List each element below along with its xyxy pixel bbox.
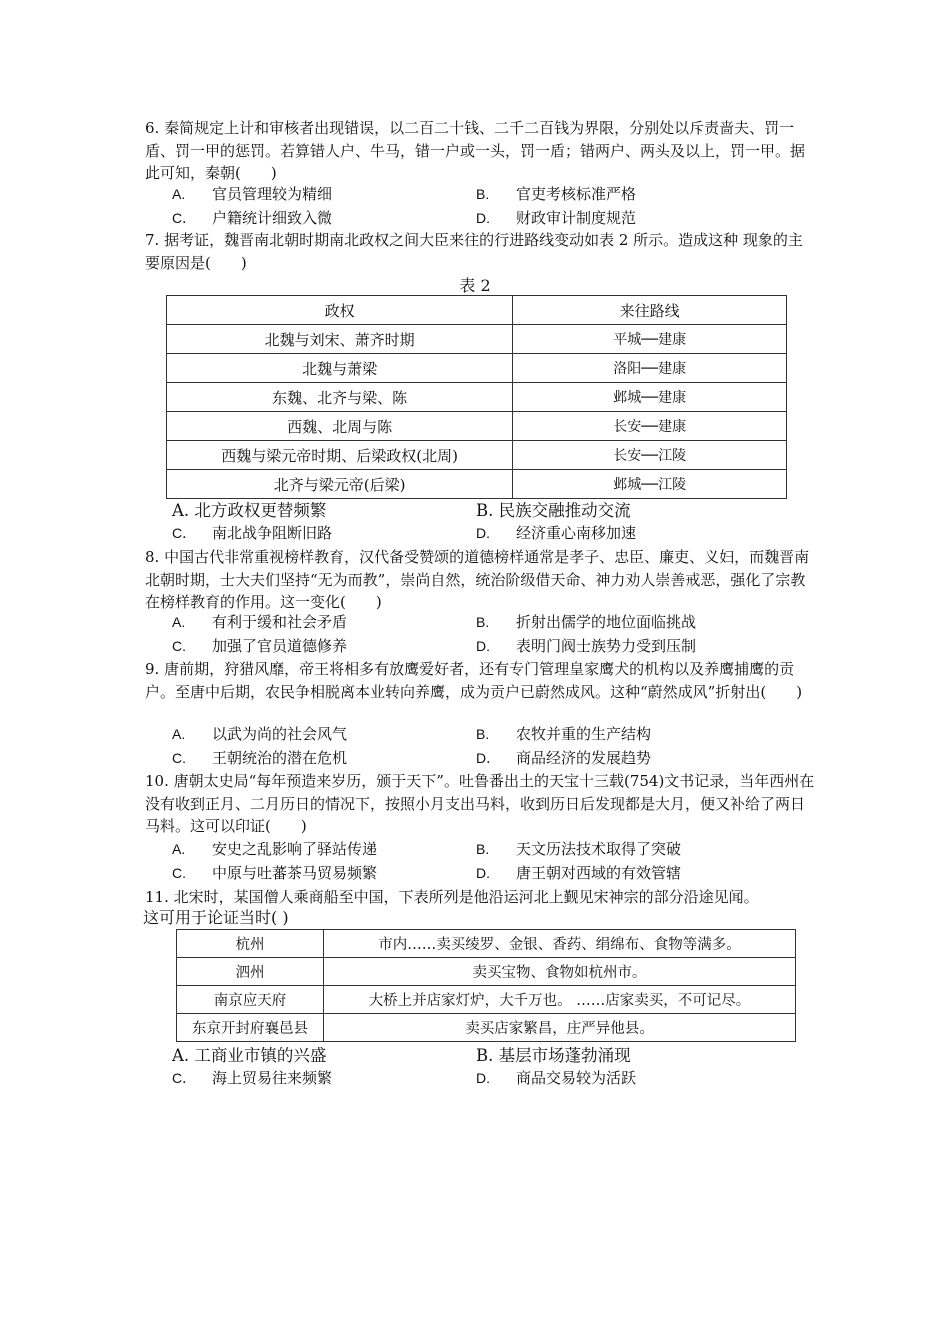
option-a[interactable]: A. 工商业市镇的兴盛 [172,1046,327,1065]
option-b[interactable]: B. 天文历法技术取得了突破 [476,840,682,858]
table-cell: 杭州 [177,930,324,958]
table-cell: 西魏、北周与陈 [167,412,513,441]
question-7-stem: 7. 据考证，魏晋南北朝时期南北政权之间大臣来往的行进路线变动如表 2 所示。造成这种 现象的主要原因是( ) [145,231,803,272]
table-row [177,930,796,958]
option-d[interactable]: D. 商品交易较为活跃 [476,1069,637,1087]
route-table [166,295,787,499]
table-cell: 泗州 [177,958,324,986]
option-a[interactable]: A. 北方政权更替频繁 [172,501,327,520]
question-6-options [172,183,812,229]
table-cell: 大桥上并店家灯炉，大千万也。 ……店家卖买，不可记尽。 [324,986,796,1014]
table-cell: 邺城──建康 [513,383,787,412]
table-cell: 长安──建康 [513,412,787,441]
table-row [167,412,787,441]
table-cell: 卖买店家繁昌，庄严异他县。 [324,1014,796,1042]
option-b[interactable]: B. 农牧并重的生产结构 [476,725,652,743]
option-d[interactable]: D． 商品经济的发展趋势 [476,749,652,767]
option-c[interactable]: C． 海上贸易往来频繁 [172,1069,333,1087]
question-8-stem: 8. 中国古代非常重视榜样教育，汉代备受赞颂的道德榜样通常是孝子、忠臣、廉吏、义妇，而魏晋南北朝时期，士大夫们坚持“无为而教”，崇尚自然，统治阶级借天命、神力劝人崇善戒恶，强化了宗教在榜样教育的作用。这一变化( ) [145,548,810,611]
table-cell: 南京应天府 [177,986,324,1014]
option-a[interactable]: A. 官员管理较为精细 [172,185,333,203]
table-row [177,986,796,1014]
question-7-options [172,500,812,544]
option-b[interactable]: B. 官吏考核标准严格 [476,185,637,203]
option-c[interactable]: C． 南北战争阻断旧路 [172,524,333,542]
question-10-options [172,838,812,884]
option-a[interactable]: A. 有利于缓和社会矛盾 [172,613,348,631]
table-row [167,354,787,383]
option-b[interactable]: B. 民族交融推动交流 [476,501,631,520]
table-cell: 北魏与刘宋、萧齐时期 [167,325,513,354]
table-row [167,325,787,354]
question-10-stem: 10. 唐朝太史局“每年预造来岁历，颁于天下”。吐鲁番出土的天宝十三载(754)文书记录，当年西州在没有收到正月、二月历日的情况下，按照小月支出马料，收到历日后发现都是大月，便又补给了两日马料。这可以印证( ) [145,772,815,835]
question-6-stem: 6. 秦简规定上计和审核者出现错误，以二百二十钱、二千二百钱为界限，分别处以斥责啬夫、罚一盾、罚一甲的惩罚。若算错人户、牛马，错一户或一头，罚一盾；错两户、两头及以上，罚一甲。据此可知，秦朝( ) [145,119,806,182]
table-cell: 市内……卖买绫罗、金银、香药、绢绵布、食物等满多。 [324,930,796,958]
table-row [167,470,787,499]
table-row [167,383,787,412]
option-d[interactable]: D. 财政审计制度规范 [476,209,637,227]
option-c[interactable]: C. 王朝统治的潜在危机 [172,749,348,767]
option-b[interactable]: B. 折射出儒学的地位面临挑战 [476,613,697,631]
option-c[interactable]: C. 中原与吐蕃茶马贸易频繁 [172,864,378,882]
table-cell: 北魏与萧梁 [167,354,513,383]
question-11-stem-cont: 这可用于论证当时( ) [143,908,289,927]
option-d[interactable]: D. 唐王朝对西域的有效管辖 [476,864,682,882]
question-9-options [172,723,812,769]
option-c[interactable]: C． 户籍统计细致入微 [172,209,333,227]
table-cell: 平城──建康 [513,325,787,354]
table-header: 政权 [167,296,513,325]
table-cell: 西魏与梁元帝时期、后梁政权(北周) [167,441,513,470]
table-cell: 邺城──江陵 [513,470,787,499]
table-header-row [167,296,787,325]
table-cell: 长安──江陵 [513,441,787,470]
option-c[interactable]: C. 加强了官员道德修养 [172,637,348,655]
question-9-stem: 9. 唐前期，狩猎风靡，帝王将相多有放鹰爱好者，还有专门管理皇家鹰犬的机构以及养鹰捕鹰的贡户。至唐中后期，农民争相脱离本业转向养鹰，成为贡户已蔚然成风。这种“蔚然成风”折射出( ) [145,660,803,701]
table-cell: 洛阳──建康 [513,354,787,383]
table-cell: 东京开封府襄邑县 [177,1014,324,1042]
table-row [177,958,796,986]
travel-table [176,929,796,1042]
question-8-options [172,611,812,657]
option-d[interactable]: D. 经济重心南移加速 [476,524,637,542]
table-cell: 卖买宝物、食物如杭州市。 [324,958,796,986]
table-row [167,441,787,470]
table-caption: 表 2 [459,276,491,295]
table-row [177,1014,796,1042]
option-d[interactable]: D. 表明门阀士族势力受到压制 [476,637,697,655]
option-a[interactable]: A. 以武为尚的社会风气 [172,725,348,743]
table-cell: 东魏、北齐与梁、陈 [167,383,513,412]
table-cell: 北齐与梁元帝(后梁) [167,470,513,499]
question-11-stem: 11. 北宋时，某国僧人乘商船至中国，下表所列是他沿运河北上觐见宋神宗的部分沿途见闻。 [145,888,759,906]
table-header: 来往路线 [513,296,787,325]
question-11-options [172,1045,812,1089]
option-a[interactable]: A. 安史之乱影响了驿站传递 [172,840,378,858]
option-b[interactable]: B. 基层市场蓬勃涌现 [476,1046,631,1065]
